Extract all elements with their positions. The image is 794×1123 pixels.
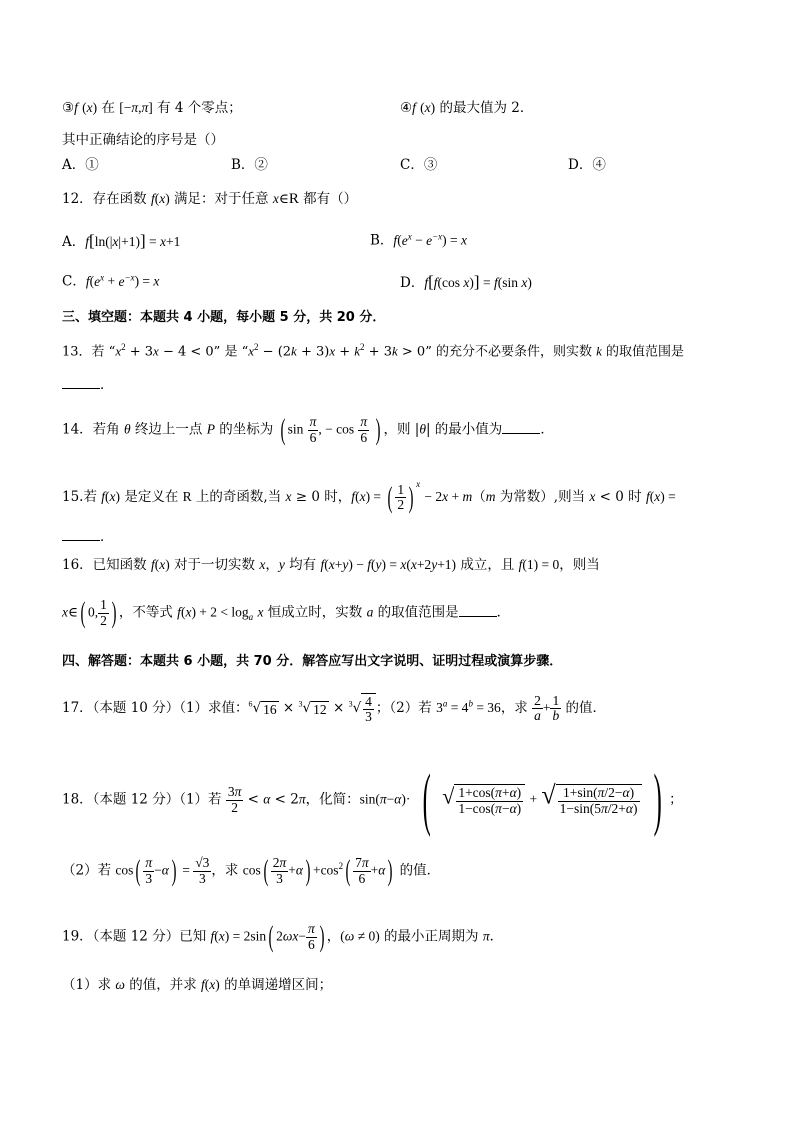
q12-stem: 12．存在函数 f(x) 满足：对于任意 x∈R 都有（） xyxy=(62,191,358,207)
q11-option-c: C．③ xyxy=(400,157,438,173)
q18-part-1: 18．（本题 12 分）（1）若 $\frac{3\pi}{2}$ < α < 2π，化简：sin(π−α)· ( √ $\frac{1+\cos(\pi+\alpha)}{1-\cos(\pi-\alpha)}$ + √ $\frac{1+\sin(\pi/2-\alpha)}{1-\sin(5\pi/2+\alpha)}$ ) ； xyxy=(62,761,683,838)
q14-text: 14．若角 θ 终边上一点 P 的坐标为 ( sin $\frac{\pi}{6}$ , − cos $\frac{\pi}{6}$ ) ，则 |θ| 的最小值为 ． xyxy=(62,413,554,446)
q13-answer-blank[interactable] xyxy=(62,376,114,393)
q11-option-a: A．① xyxy=(62,157,99,173)
q19-stem: 19．（本题 12 分）已知 f(x) = 2sin( 2ωx− $\frac{\pi}{6}$ ) ，(ω ≠ 0) 的最小正周期为 π． xyxy=(62,920,504,953)
q13-tail: ． xyxy=(100,377,114,393)
section-4-heading: 四、解答题：本题共 6 小题，共 70 分．解答应写出文字说明、证明过程或演算步骤． xyxy=(62,654,563,669)
q12-option-a: A．f[ln(|x|+1)] = x+1 xyxy=(62,231,181,250)
q11-option-b: B．② xyxy=(231,157,268,173)
q11-prompt: 其中正确结论的序号是（） xyxy=(62,132,224,148)
q12-option-d: D．f[f(cos x)] = f(sin x) xyxy=(400,272,532,291)
q12-option-b: B．$f(e^x - e^{-x}) = x$ xyxy=(370,231,467,249)
q11-item-4: ④f (x) 的最大值为 2． xyxy=(400,100,534,116)
q17-text: 17．（本题 10 分）（1）求值：$^6$√ 16 × $^3$√ 12 × $^3$√ $\frac{4}{3}$ ；（2）若 $3^a = 4^b = 36$，求 $\frac{2}{a}$ + $\frac{1}{b}$ 的值． xyxy=(62,693,607,725)
q12-option-c: C．$f(e^x + e^{-x}) = x$ xyxy=(62,272,160,290)
q16-line-1: 16．已知函数 f(x) 对于一切实数 x，y 均有 f(x+y) − f(y) = x(x+2y+1) 成立，且 f(1) = 0，则当 xyxy=(62,557,600,573)
q19-part-1: （1）求 ω 的值，并求 f(x) 的单调递增区间； xyxy=(62,977,333,993)
q11-option-d: D．④ xyxy=(568,157,606,173)
q11-item-3: ③f (x) 在 [−π,π] 有 4 个零点； xyxy=(62,100,242,116)
q16-line-2: x∈( 0, $\frac{1}{2}$ ) ，不等式 $f(x) + 2 < \log_a x$ 恒成立时，实数 a 的取值范围是 ． xyxy=(62,596,511,629)
q15-text: 15.若 f(x) 是定义在 R 上的奇函数,当 x ≥ 0 时，f(x) = ( $\frac{1}{2}$ ) $^x$ − 2x + m（m 为常数）,则当 x < 0 时 f(x) = xyxy=(62,479,676,514)
q13-text: 13．若 “$x^2 + 3x - 4 < 0$” 是 “$x^2 - (2k + 3)x + k^2 + 3k > 0$” 的充分不必要条件，则实数 k 的取值范围是 xyxy=(62,342,685,360)
q15-answer-blank[interactable] xyxy=(62,528,114,545)
section-3-heading: 三、填空题：本题共 4 小题，每小题 5 分，共 20 分． xyxy=(62,310,386,325)
q15-tail: ． xyxy=(100,529,114,545)
q18-part-2: （2）若 cos( $\frac{\pi}{3}$ −α) = $\frac{√3}{3}$ ，求 cos( $\frac{2\pi}{3}$ $+\alpha) +\cos^2$( $\frac{7\pi}{6}$ +α) 的值． xyxy=(62,854,441,887)
